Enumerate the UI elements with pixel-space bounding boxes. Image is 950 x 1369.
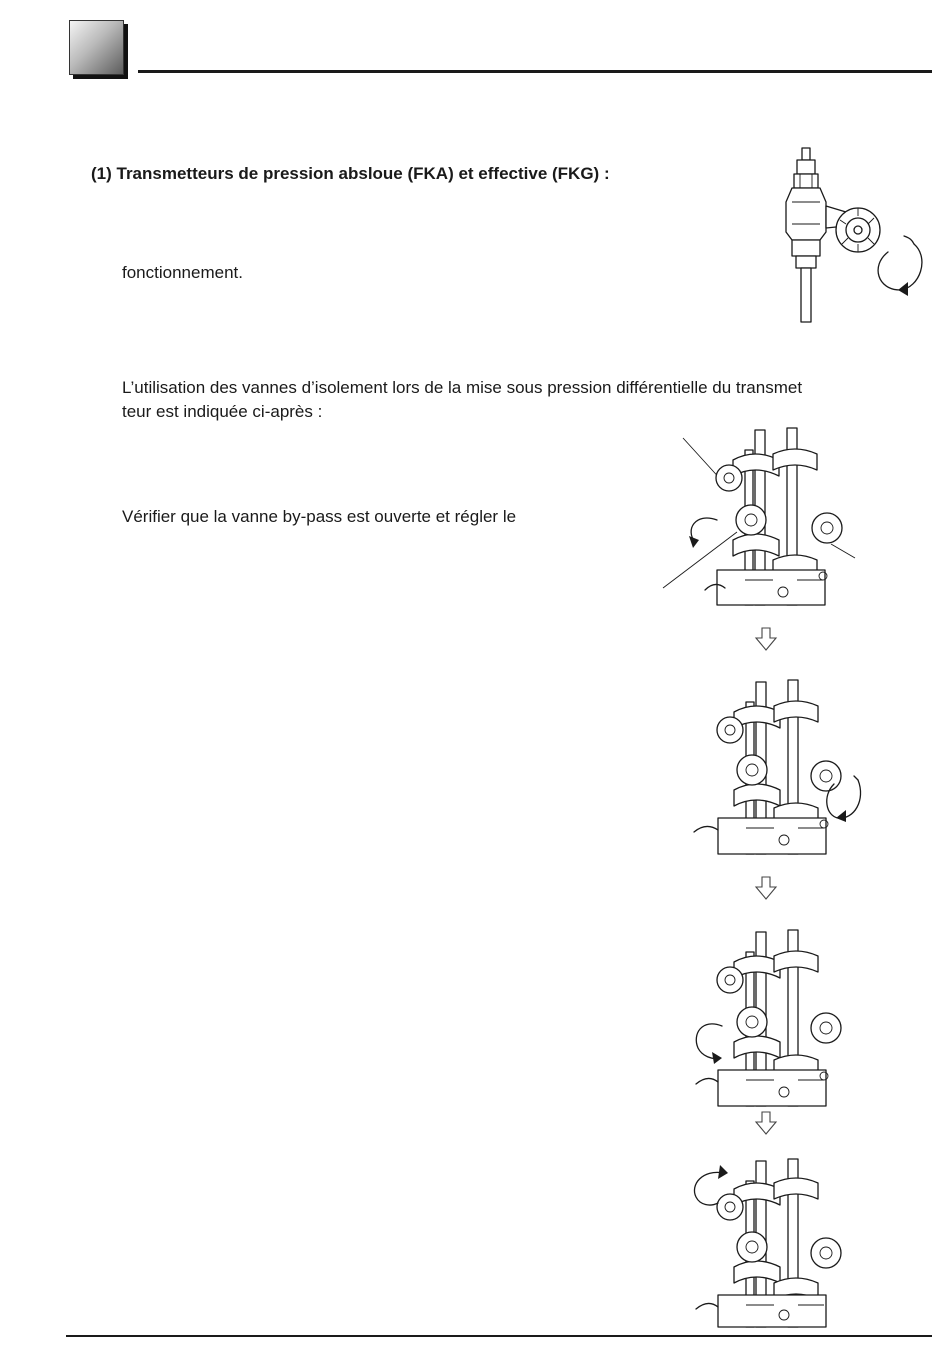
manifold-step-4 (688, 1155, 848, 1327)
paragraph-1: fonctionnement. (122, 263, 243, 282)
manifold-step-3 (688, 922, 848, 1106)
handwheel-icon (836, 208, 880, 252)
down-arrow-icon (755, 1111, 777, 1135)
header-rule (138, 70, 932, 73)
down-arrow-icon (755, 627, 777, 651)
down-arrow-icon (755, 876, 777, 900)
paragraph-3: Vérifier que la vanne by-pass est ouverte et régler le (122, 507, 517, 526)
rotation-arrow-icon (696, 1024, 722, 1064)
manifold-step-2 (690, 672, 870, 854)
paragraph-2 (122, 376, 802, 424)
rotation-arrow-icon (689, 518, 717, 548)
rotation-arrow-icon (878, 236, 922, 296)
section-title: (1) Transmetteurs de pression absloue (FKA) et effective (FKG) : (91, 164, 610, 183)
valve-illustration (770, 140, 930, 330)
chapter-marker (69, 20, 124, 75)
paragraph-2-line-2: teur est indiquée ci-après : (122, 402, 323, 421)
paragraph-2-line-1: L’utilisation des vannes d’isolement lors de la mise sous pression différentielle du transmet (122, 378, 803, 397)
manifold-step-1 (655, 420, 870, 605)
footer-rule (66, 1335, 932, 1337)
